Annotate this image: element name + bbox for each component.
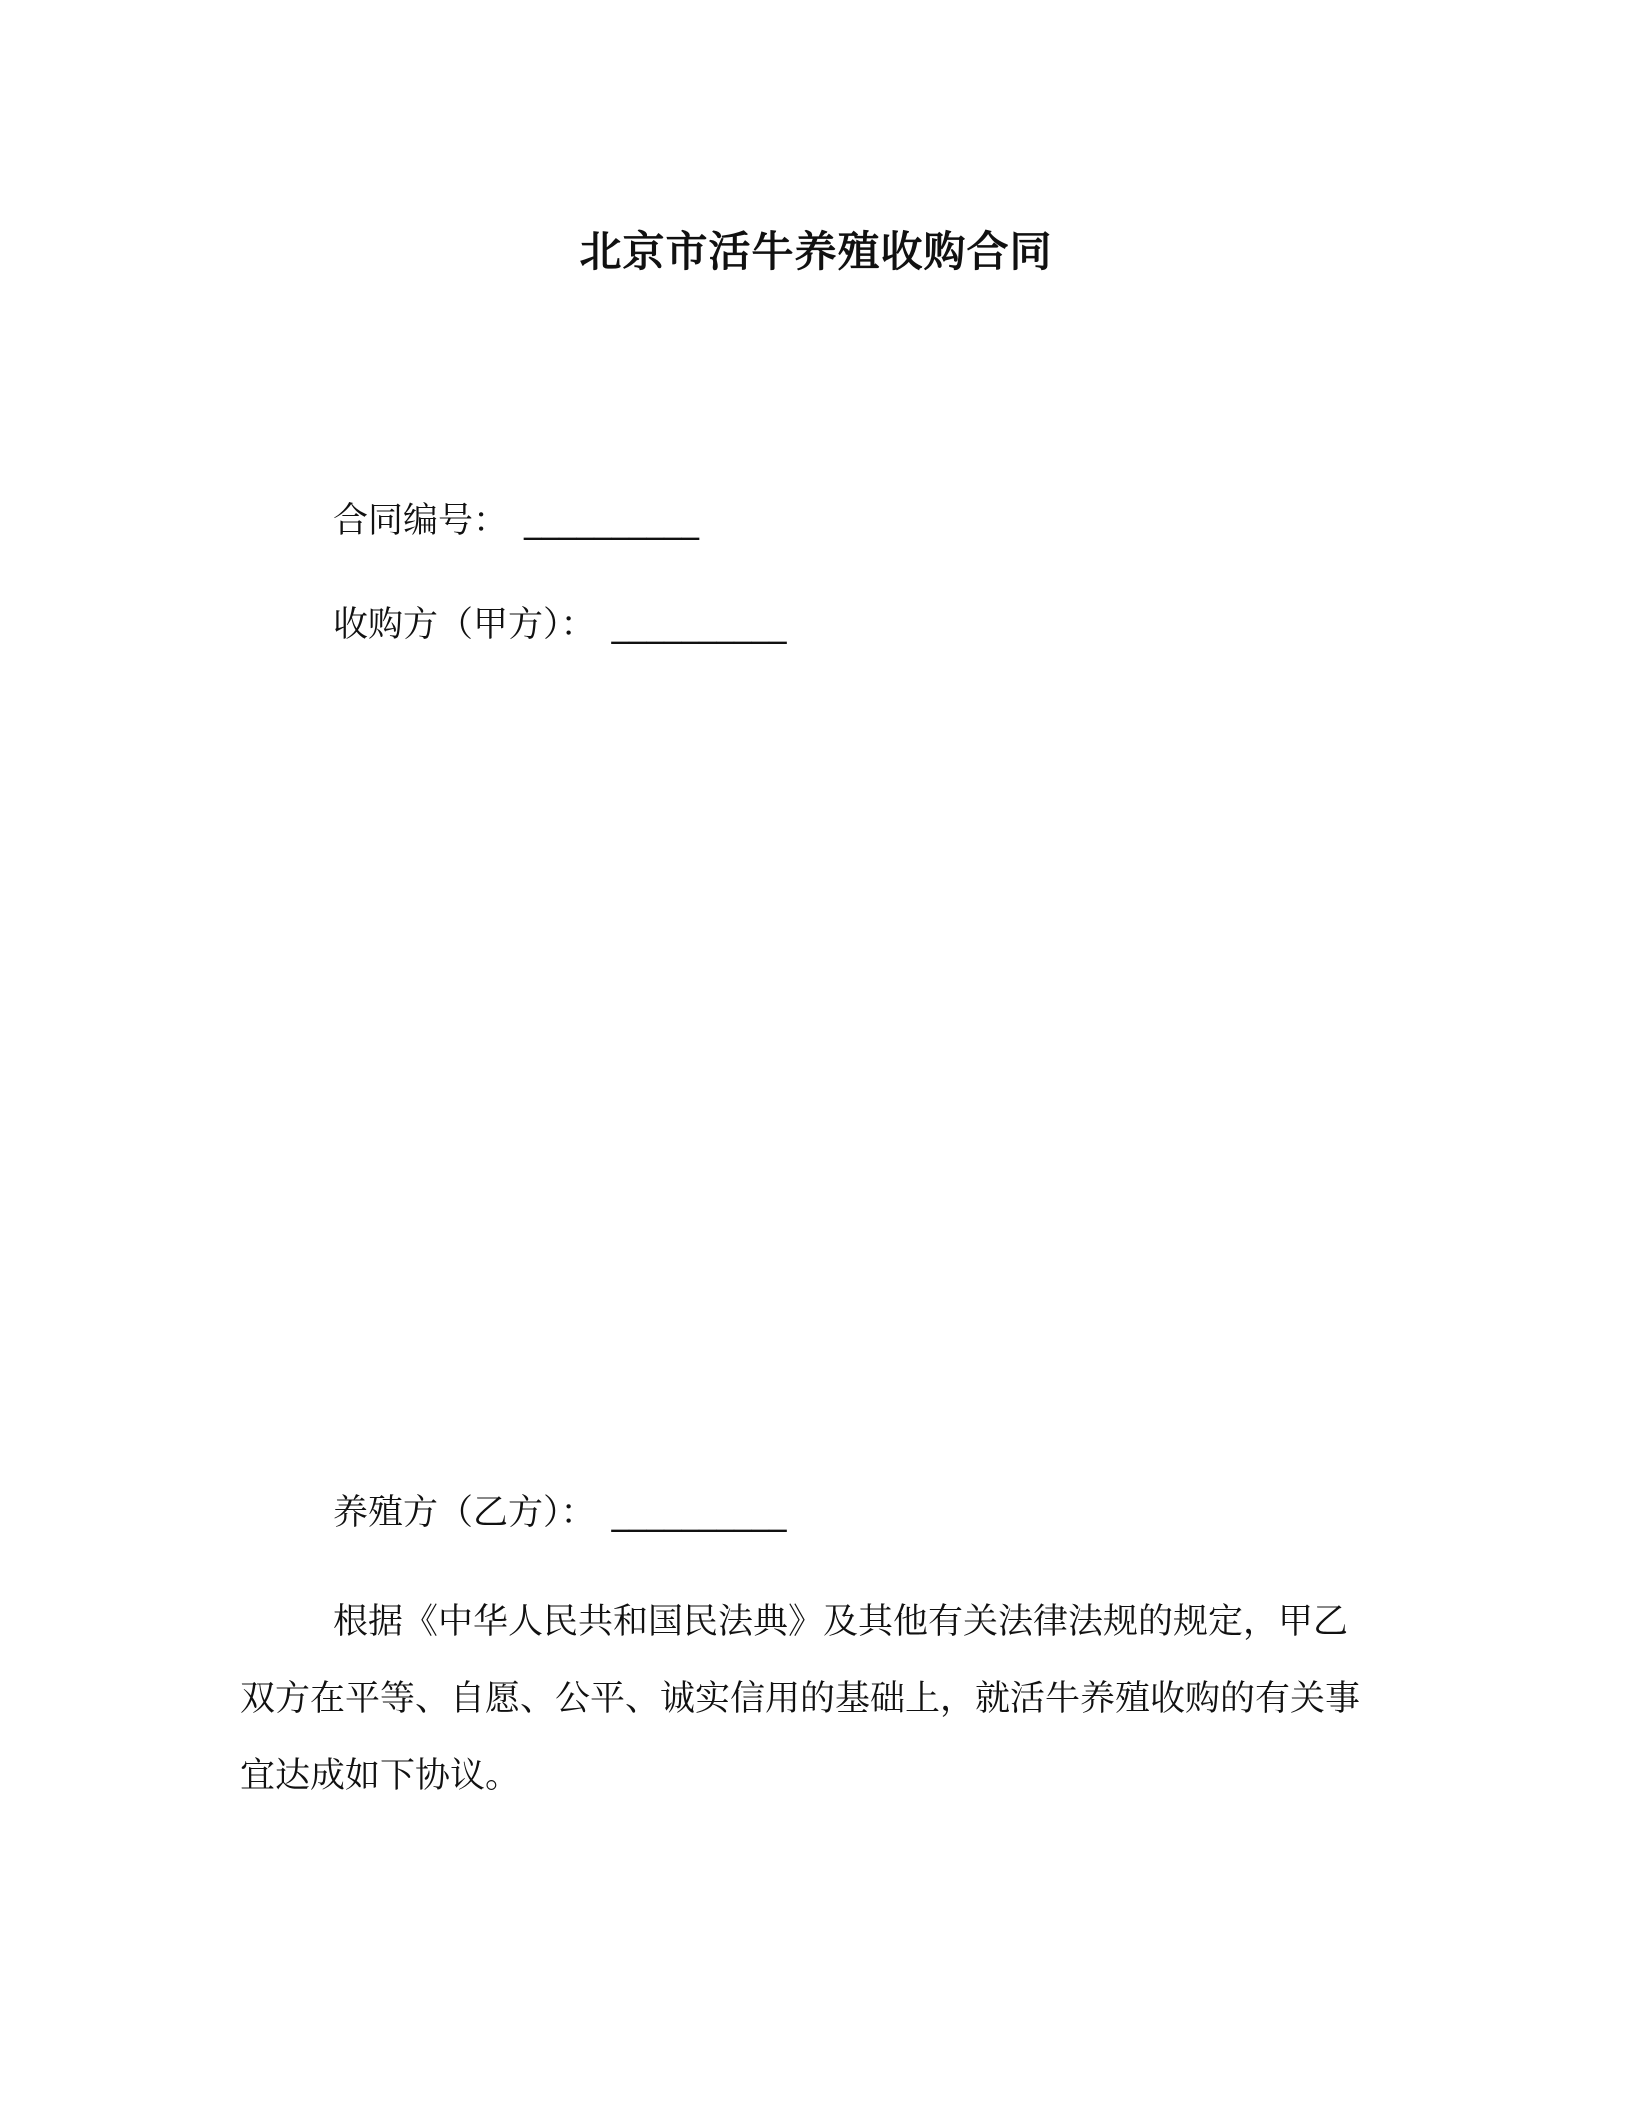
breeder-blank: __________ (611, 1493, 787, 1533)
breeder-label: 养殖方（乙方）： (333, 1493, 596, 1533)
contract-number-blank: __________ (524, 501, 700, 541)
breeder-field (333, 1488, 787, 1538)
buyer-field (333, 600, 787, 650)
contract-number-field (333, 496, 699, 546)
preamble-paragraph: 根据《中华人民共和国民法典》及其他有关法律法规的规定，甲乙双方在平等、自愿、公平、诚实信用的基础上，就活牛养殖收购的有关事宜达成如下协议。 (240, 1602, 1361, 1796)
contract-number-label: 合同编号： (333, 501, 509, 541)
buyer-label: 收购方（甲方）： (333, 605, 596, 645)
buyer-blank: __________ (611, 605, 787, 645)
document-title: 北京市活牛养殖收购合同 (579, 227, 1053, 276)
